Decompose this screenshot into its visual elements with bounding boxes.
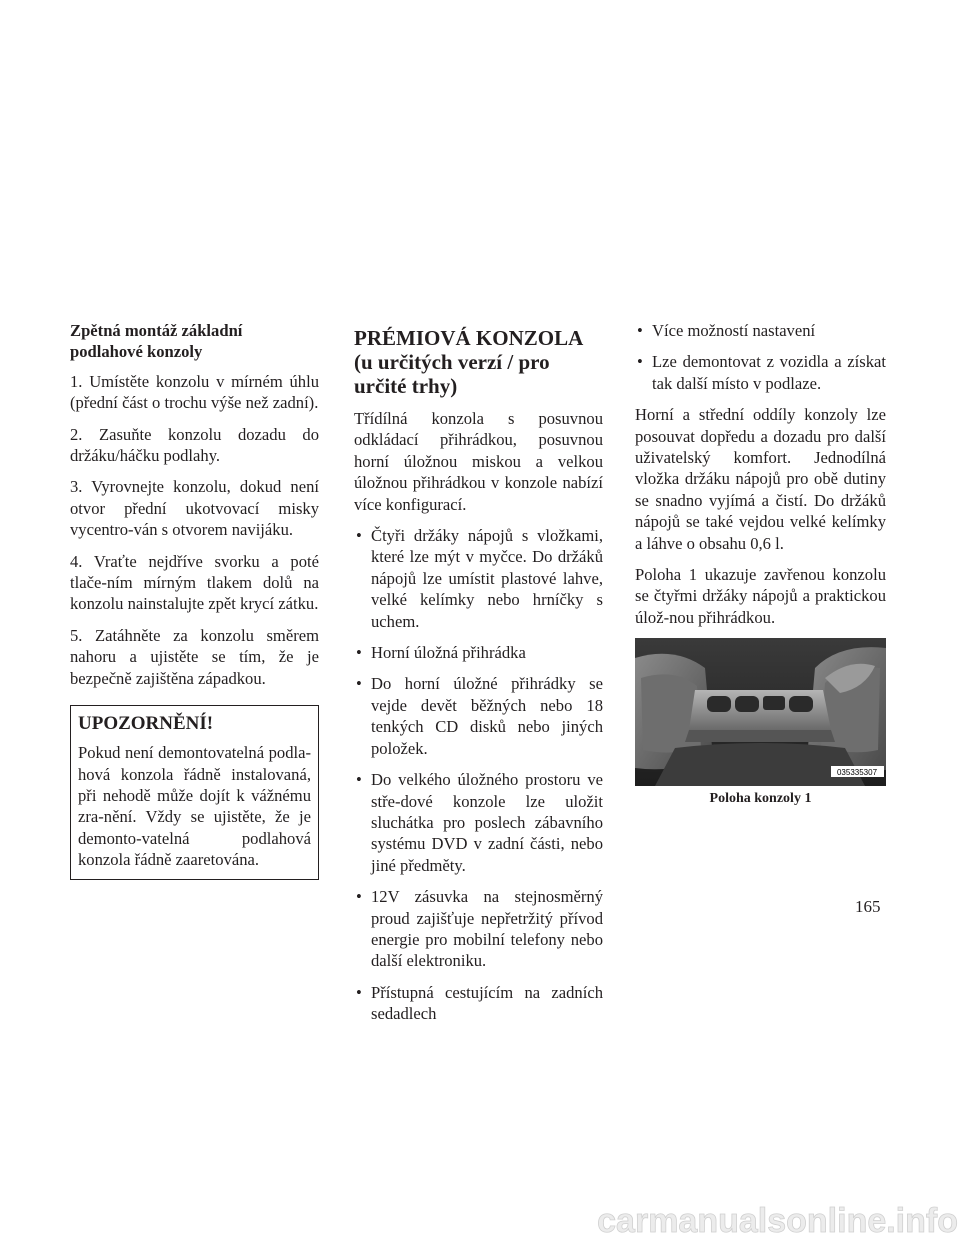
section-heading: PRÉMIOVÁ KONZOLA (u určitých verzí / pro určité trhy) — [354, 326, 583, 398]
feature-list-continued — [635, 320, 886, 394]
list-item: • 12V zásuvka na stejnosměrný proud zajišťuje nepřetržitý přívod energie pro mobilní telefony nebo další elektroniku. — [354, 886, 603, 972]
step-4: 4. Vraťte nejdříve svorku a poté tlače-ním mírným tlakem dolů na konzolu nainstalujte zpět krycí zátku. — [70, 551, 319, 614]
middle-column — [354, 320, 603, 1035]
body-paragraph: Horní a střední oddíly konzoly lze posouvat dopředu a dozadu pro další uživatelský komfort. Jednodílná vložka držáku nápojů pro obě dutiny se snadno vyjímá a čistí. Do držáků nápojů se také vejdou velké kelímky a láhve o obsahu 0,6 l. — [635, 405, 886, 553]
warning-title: UPOZORNĚNÍ! — [78, 713, 214, 735]
console-photo — [635, 638, 886, 786]
list-item: • Horní úložná přihrádka — [354, 642, 603, 663]
watermark-logo — [560, 1188, 960, 1242]
step-2: 2. Zasuňte konzolu dozadu do držáku/háčku podlahy. — [70, 424, 319, 466]
image-code: 035335307 — [836, 768, 878, 778]
step-1: 1. Umístěte konzolu v mírném úhlu (přední část o trochu výše než zadní). — [70, 371, 319, 413]
body-paragraph: Poloha 1 ukazuje zavřenou konzolu se čtyřmi držáky nápojů a praktickou úlož-nou přihrádkou. — [635, 565, 886, 627]
list-item: • Více možností nastavení — [635, 320, 886, 341]
warning-box — [70, 705, 319, 879]
list-item: • Do horní úložné přihrádky se vejde devět běžných nebo 18 tenkých CD disků nebo jiných položek. — [354, 673, 603, 759]
list-item: • Do velkého úložného prostoru ve stře-dové konzole lze uložit sluchátka pro poslech zábavního systému DVD v zadní části, nebo jiné předměty. — [354, 769, 603, 876]
warning-text: Pokud není demontovatelná podla-hová konzola řádně instalovaná, při nehodě může dojít k vážnému zra-nění. Vždy se ujistěte, že je demonto-vatelná podlahová konzola řádně zaaretována. — [78, 743, 311, 870]
left-column — [70, 320, 319, 880]
right-column — [635, 320, 886, 810]
step-5: 5. Zatáhněte za konzolu směrem nahoru a ujistěte se tím, že je bezpečně zajištěna západkou. — [70, 625, 319, 688]
watermark-text: carmanualsonline.info — [597, 1202, 958, 1240]
image-caption: Poloha konzoly 1 — [709, 791, 812, 807]
list-item: • Čtyři držáky nápojů s vložkami, které lze mýt v myčce. Do držáků nápojů lze umístit plastové lahve, velké kelímky nebo hrníčky s uchem. — [354, 525, 603, 632]
feature-list — [354, 525, 603, 1025]
intro-paragraph: Třídílná konzola s posuvnou odkládací přihrádkou, posuvnou horní úložnou miskou a velkou úložnou přihrádkou v konzole nabízí více konfigurací. — [354, 409, 603, 514]
list-item: • Lze demontovat z vozidla a získat tak další místo v podlaze. — [635, 351, 886, 394]
step-3: 3. Vyrovnejte konzolu, dokud není otvor přední ukotvovací misky vycentro-ván s otvorem navijáku. — [70, 477, 319, 540]
list-item: • Přístupná cestujícím na zadních sedadlech — [354, 982, 603, 1025]
section-subheading: Zpětná montáž základní podlahové konzoly — [70, 321, 243, 362]
page-number: 165 — [855, 897, 881, 916]
